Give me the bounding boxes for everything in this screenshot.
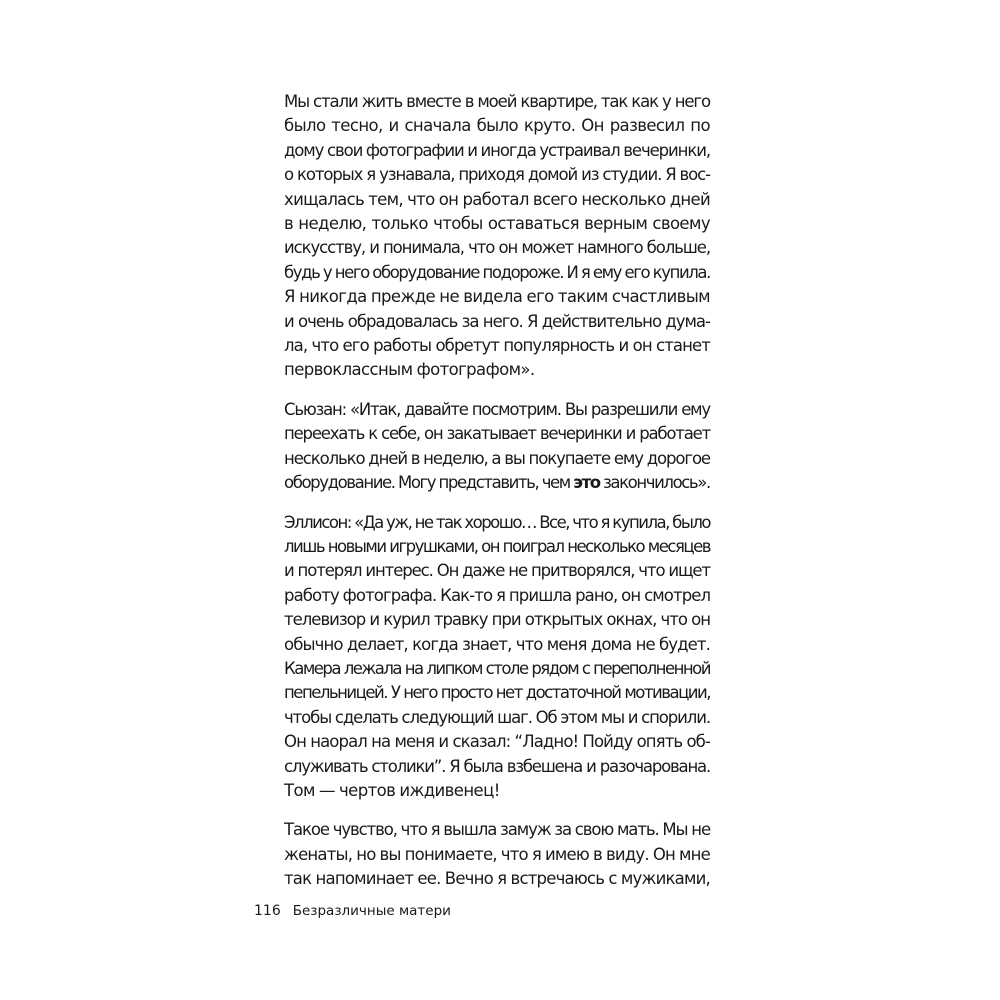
emphasis-word: это	[573, 473, 600, 493]
text-line: дому свои фотографии и иногда устраивал вечеринки,	[284, 140, 710, 160]
text-line: ла, что его работы обретут популярность и он станет	[284, 336, 710, 356]
text-line: Я никогда прежде не видела его таким счастливым	[284, 287, 710, 307]
text-line: Он наорал на меня и сказал: “Ладно! Пойду опять об-	[284, 732, 710, 752]
paragraph	[284, 90, 710, 383]
text-line: первоклассным фотографом».	[284, 360, 535, 380]
text-line: и очень обрадовалась за него. Я действительно дума-	[284, 311, 710, 331]
text-line: и потерял интерес. Он даже не притворялся, что ищет	[284, 561, 710, 581]
text-line: обычно делает, когда знает, что меня дома не будет.	[284, 634, 710, 654]
text-line: работу фотографа. Как-то я пришла рано, он смотрел	[284, 585, 711, 605]
paragraph	[284, 398, 710, 496]
text-line: лишь новыми игрушками, он поиграл несколько месяцев	[284, 536, 710, 556]
running-title: Безразличные матери	[292, 903, 451, 919]
page-footer	[254, 903, 451, 919]
text-line: Сьюзан: «Итак, давайте посмотрим. Вы разрешили ему	[284, 399, 710, 419]
text-line: было тесно, и сначала было круто. Он развесил по	[284, 116, 710, 136]
text-line: служивать столики”. Я была взбешена и разочарована.	[284, 756, 710, 776]
text-line: женаты, но вы понимаете, что я имею в виду. Он мне	[284, 844, 710, 864]
text-line: хищалась тем, что он работал всего несколько дней	[284, 189, 710, 209]
text-line: Такое чувство, что я вышла замуж за свою мать. Мы не	[284, 820, 710, 840]
text-line: о которых я узнавала, приходя домой из студии. Я вос-	[284, 165, 710, 185]
text-line: Эллисон: «Да уж, не так хорошо… Все, что я купила, было	[284, 512, 710, 532]
text-line: будь у него оборудование подороже. И я ему его купила.	[284, 262, 710, 282]
text-line: переехать к себе, он закатывает вечеринки и работает	[284, 424, 710, 444]
text-line: Мы стали жить вместе в моей квартире, так как у него	[284, 92, 710, 111]
text-line	[284, 471, 710, 495]
text-line: так напоминает ее. Вечно я встречаюсь с мужиками,	[284, 869, 710, 889]
text-line: Камера лежала на липком столе рядом с переполненной	[284, 658, 710, 678]
text-run: закончилось».	[599, 473, 710, 493]
text-line: искусству, и понимала, что он может намного больше,	[284, 238, 710, 258]
text-line: Том — чертов иждивенец!	[284, 780, 500, 800]
text-line: чтобы сделать следующий шаг. Об этом мы и спорили.	[284, 707, 710, 727]
text-run: оборудование. Могу представить, чем	[284, 473, 574, 493]
text-line: телевизор и курил травку при открытых окнах, что он	[284, 610, 710, 630]
page-number: 116	[254, 903, 281, 919]
body-text	[284, 90, 710, 907]
text-line: в неделю, только чтобы оставаться верным своему	[284, 214, 710, 234]
text-line: несколько дней в неделю, а вы покупаете ему дорогое	[284, 448, 710, 468]
text-line: пепельницей. У него просто нет достаточной мотивации,	[284, 683, 710, 703]
paragraph	[284, 818, 710, 891]
paragraph	[284, 511, 710, 804]
